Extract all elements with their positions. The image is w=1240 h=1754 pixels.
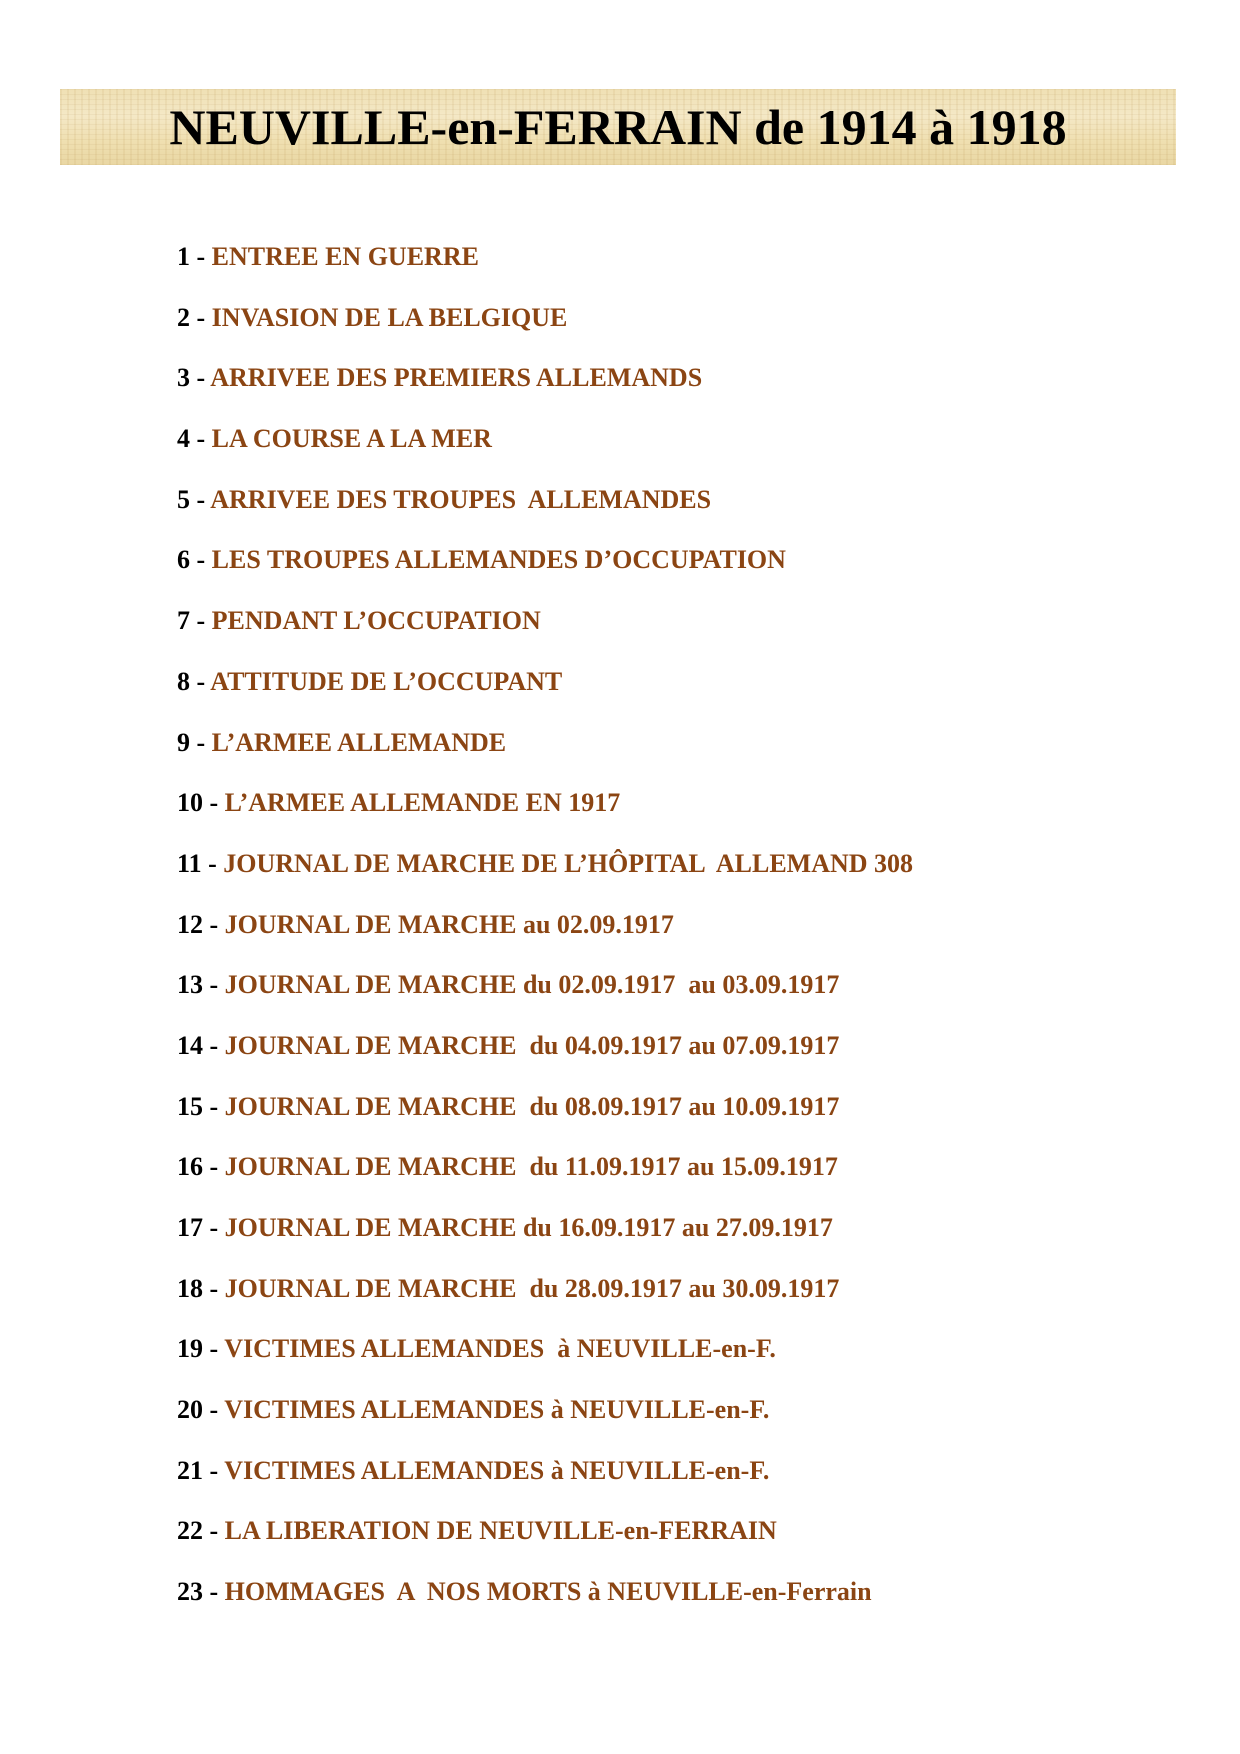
toc-item-number: 14: [177, 1030, 203, 1060]
toc-item-separator: -: [203, 788, 225, 818]
toc-item-3: [177, 359, 913, 420]
toc-item-number: 19: [177, 1334, 203, 1364]
toc-item-10: [177, 784, 913, 845]
table-of-contents: [177, 238, 913, 1634]
toc-link-premiers-allemands[interactable]: ARRIVEE DES PREMIERS ALLEMANDS: [210, 363, 703, 393]
title-banner: [60, 89, 1176, 165]
toc-item-number: 8: [177, 666, 190, 696]
toc-item-separator: -: [203, 1213, 225, 1242]
toc-item-number: 20: [177, 1395, 203, 1425]
toc-link-victimes-1[interactable]: VICTIMES ALLEMANDES à NEUVILLE-en-F.: [224, 1334, 776, 1364]
toc-item-21: [177, 1452, 913, 1513]
toc-link-troupes-allemandes[interactable]: ARRIVEE DES TROUPES ALLEMANDES: [210, 484, 712, 514]
toc-item-2: [177, 299, 913, 360]
toc-item-19: [177, 1330, 913, 1391]
toc-link-hommages[interactable]: HOMMAGES A NOS MORTS à NEUVILLE-en-Ferrain: [224, 1577, 872, 1607]
page-title: NEUVILLE-en-FERRAIN de 1914 à 1918: [169, 99, 1067, 155]
toc-item-1: [177, 238, 913, 299]
toc-link-liberation[interactable]: LA LIBERATION DE NEUVILLE-en-FERRAIN: [224, 1516, 777, 1546]
toc-item-8: [177, 663, 913, 724]
toc-item-11: [177, 845, 913, 906]
toc-link-armee-allemande[interactable]: L’ARMEE ALLEMANDE: [211, 727, 507, 757]
toc-item-number: 15: [177, 1091, 203, 1121]
toc-item-separator: -: [190, 666, 211, 696]
toc-item-5: [177, 481, 913, 542]
toc-item-separator: -: [190, 424, 212, 454]
toc-item-separator: -: [201, 848, 224, 878]
toc-item-13: [177, 966, 913, 1027]
toc-item-number: 13: [177, 970, 203, 1000]
toc-item-number: 1: [177, 242, 190, 271]
toc-item-separator: -: [203, 1334, 225, 1364]
toc-link-victimes-2[interactable]: VICTIMES ALLEMANDES à NEUVILLE-en-F.: [224, 1395, 770, 1425]
toc-item-16: [177, 1148, 913, 1209]
toc-link-victimes-3[interactable]: VICTIMES ALLEMANDES à NEUVILLE-en-F.: [224, 1455, 770, 1485]
toc-item-number: 23: [177, 1577, 203, 1607]
toc-link-course-a-la-mer[interactable]: LA COURSE A LA MER: [211, 424, 492, 454]
toc-item-22: [177, 1512, 913, 1573]
toc-item-15: [177, 1088, 913, 1149]
toc-item-23: [177, 1573, 913, 1634]
toc-item-number: 16: [177, 1152, 203, 1182]
toc-item-17: [177, 1209, 913, 1270]
toc-link-journal-16-27[interactable]: JOURNAL DE MARCHE du 16.09.1917 au 27.09.1917: [224, 1213, 833, 1242]
toc-link-attitude-occupant[interactable]: ATTITUDE DE L’OCCUPANT: [210, 666, 563, 696]
toc-item-number: 5: [177, 484, 190, 514]
toc-link-journal-02-03[interactable]: JOURNAL DE MARCHE du 02.09.1917 au 03.09.1917: [224, 970, 840, 1000]
toc-item-number: 11: [177, 848, 202, 878]
toc-item-4: [177, 420, 913, 481]
toc-item-separator: -: [190, 302, 212, 332]
toc-item-separator: -: [203, 1091, 225, 1121]
toc-item-20: [177, 1391, 913, 1452]
toc-item-separator: -: [190, 242, 212, 271]
toc-item-separator: -: [190, 545, 212, 575]
toc-item-number: 22: [177, 1516, 203, 1546]
toc-item-separator: -: [203, 1455, 225, 1485]
toc-item-14: [177, 1027, 913, 1088]
toc-item-number: 9: [177, 727, 190, 757]
toc-item-number: 12: [177, 909, 203, 939]
toc-link-journal-11-15[interactable]: JOURNAL DE MARCHE du 11.09.1917 au 15.09.1917: [224, 1152, 838, 1182]
toc-link-invasion-belgique[interactable]: INVASION DE LA BELGIQUE: [211, 302, 568, 332]
toc-item-number: 3: [177, 363, 190, 393]
toc-item-separator: -: [203, 1273, 225, 1303]
toc-link-journal-02-09[interactable]: JOURNAL DE MARCHE au 02.09.1917: [224, 909, 674, 939]
toc-item-separator: -: [203, 970, 225, 1000]
toc-item-separator: -: [203, 1395, 225, 1425]
toc-link-pendant-occupation[interactable]: PENDANT L’OCCUPATION: [211, 606, 541, 636]
toc-item-6: [177, 541, 913, 602]
toc-item-separator: -: [203, 1152, 225, 1182]
toc-item-number: 4: [177, 424, 190, 454]
toc-item-separator: -: [190, 484, 211, 514]
toc-item-separator: -: [203, 1030, 225, 1060]
toc-item-number: 18: [177, 1273, 203, 1303]
toc-link-journal-08-10[interactable]: JOURNAL DE MARCHE du 08.09.1917 au 10.09.1917: [224, 1091, 840, 1121]
toc-link-hopital-308[interactable]: JOURNAL DE MARCHE DE L’HÔPITAL ALLEMAND 308: [223, 848, 914, 878]
toc-item-number: 2: [177, 302, 190, 332]
toc-link-armee-1917[interactable]: L’ARMEE ALLEMANDE EN 1917: [224, 788, 621, 818]
toc-item-9: [177, 724, 913, 785]
toc-item-separator: -: [203, 1577, 225, 1607]
toc-link-troupes-occupation[interactable]: LES TROUPES ALLEMANDES D’OCCUPATION: [211, 545, 786, 575]
toc-item-separator: -: [203, 909, 225, 939]
toc-item-number: 10: [177, 788, 203, 818]
toc-item-separator: -: [190, 727, 212, 757]
toc-item-number: 7: [177, 606, 190, 636]
toc-link-journal-04-07[interactable]: JOURNAL DE MARCHE du 04.09.1917 au 07.09.1917: [224, 1030, 840, 1060]
toc-item-separator: -: [203, 1516, 225, 1546]
toc-item-12: [177, 906, 913, 967]
toc-link-journal-28-30[interactable]: JOURNAL DE MARCHE du 28.09.1917 au 30.09.1917: [224, 1273, 840, 1303]
toc-item-number: 17: [177, 1213, 203, 1242]
toc-item-separator: -: [190, 363, 211, 393]
toc-item-number: 6: [177, 545, 190, 575]
toc-item-separator: -: [190, 606, 212, 636]
toc-item-number: 21: [177, 1455, 203, 1485]
toc-link-entree-en-guerre[interactable]: ENTREE EN GUERRE: [211, 242, 479, 271]
toc-item-18: [177, 1270, 913, 1331]
toc-item-7: [177, 602, 913, 663]
